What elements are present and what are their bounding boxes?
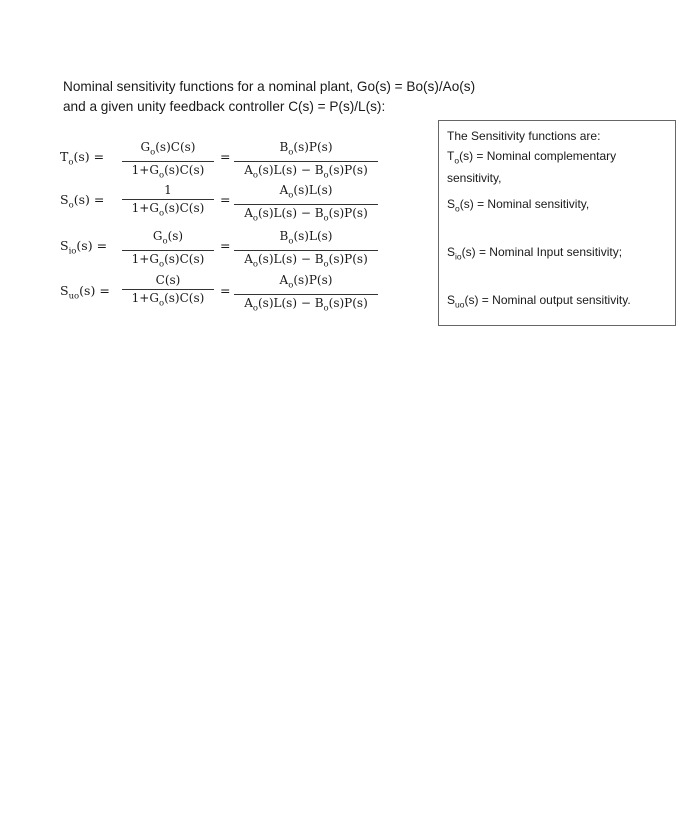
box-item-complementary: $T_o(s)$ = Nominal complementary sensitivity, (447, 149, 617, 186)
intro-line-1: Nominal sensitivity functions for a nominal plant, Go(s) = Bo(s)/Ao(s) (63, 79, 476, 94)
equations-block (60, 140, 400, 320)
equals-sign: = (220, 283, 231, 298)
fraction-left (122, 229, 214, 273)
box-item-sensitivity: $S_o(s)$ = Nominal sensitivity, (447, 197, 590, 214)
intro-line-2: and a given unity feedback controller C(s) = P(s)/L(s): (63, 99, 386, 114)
numerator: $B_o(s)P(s)$ (279, 140, 333, 158)
denominator: $A_o(s)L(s) - B_o(s)P(s)$ (244, 296, 368, 314)
equation-row (60, 140, 400, 182)
equals-sign: = (220, 238, 231, 253)
numerator: $A_o(s)P(s)$ (279, 273, 333, 291)
equation-lhs: $S_{io}(s)$ = (60, 238, 108, 257)
equation-row (60, 273, 400, 315)
denominator: $1+G_o(s)C(s)$ (131, 252, 205, 270)
equation-row (60, 229, 400, 271)
equation-lhs: $T_o(s)$ = (60, 149, 105, 168)
denominator: $1+G_o(s)C(s)$ (131, 291, 205, 309)
box-item-input-sensitivity: $S_{io}(s)$ = Nominal Input sensitivity; (447, 245, 623, 262)
fraction-left (122, 183, 214, 221)
numerator: $A_o(s)L(s)$ (279, 183, 333, 201)
equals-sign: = (220, 192, 231, 207)
denominator: $A_o(s)L(s) - B_o(s)P(s)$ (244, 206, 368, 224)
numerator: 1 (164, 183, 172, 197)
numerator: $B_o(s)L(s)$ (279, 229, 333, 247)
fraction-left (122, 140, 214, 184)
intro-text (63, 77, 663, 117)
numerator: $G_o(s)$ (152, 229, 184, 247)
equation-row (60, 183, 400, 225)
denominator: $1+G_o(s)C(s)$ (131, 163, 205, 181)
fraction-right (234, 229, 378, 273)
fraction-right (234, 183, 378, 227)
numerator: $G_o(s)C(s)$ (140, 140, 196, 158)
equation-lhs: $S_o(s)$ = (60, 192, 105, 211)
denominator: $A_o(s)L(s) - B_o(s)P(s)$ (244, 252, 368, 270)
box-item-output-sensitivity: $S_{uo}(s)$ = Nominal output sensitivity. (447, 293, 631, 310)
denominator: $A_o(s)L(s) - B_o(s)P(s)$ (244, 163, 368, 181)
equals-sign: = (220, 149, 231, 164)
numerator: C(s) (155, 273, 181, 287)
sensitivity-definitions-box (438, 120, 676, 326)
fraction-right (234, 140, 378, 184)
denominator: $1+G_o(s)C(s)$ (131, 201, 205, 219)
fraction-left (122, 273, 214, 311)
equation-lhs: $S_{uo}(s)$ = (60, 283, 110, 302)
fraction-right (234, 273, 378, 317)
box-heading: The Sensitivity functions are: (447, 129, 601, 143)
